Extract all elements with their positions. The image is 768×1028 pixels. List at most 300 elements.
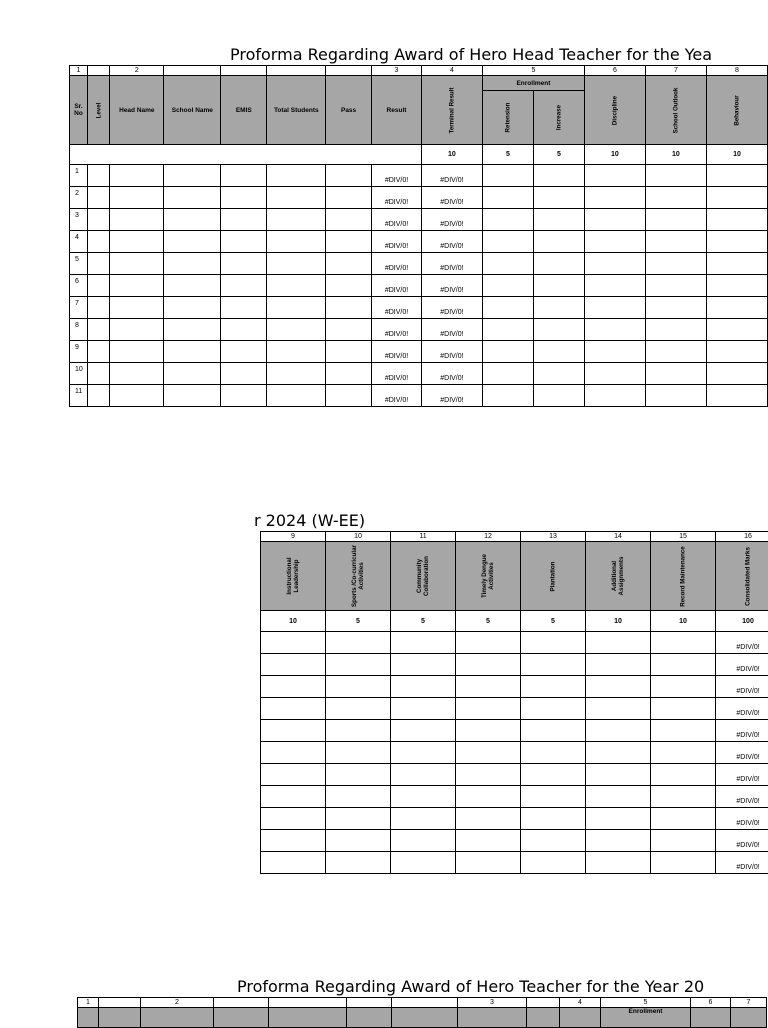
input-cell[interactable] bbox=[533, 231, 584, 253]
input-cell[interactable] bbox=[521, 786, 586, 808]
col-number: 6 bbox=[584, 66, 645, 76]
input-cell[interactable] bbox=[586, 808, 651, 830]
input-cell[interactable] bbox=[221, 363, 267, 385]
sr-no-cell: 9 bbox=[70, 341, 88, 363]
input-cell[interactable] bbox=[651, 786, 716, 808]
table-row bbox=[261, 654, 768, 676]
input-cell[interactable] bbox=[456, 742, 521, 764]
table-row bbox=[70, 385, 768, 407]
header-instructional-leadership: Instructional Leadership bbox=[261, 542, 326, 611]
header-total-students: Total Students bbox=[267, 76, 326, 145]
input-cell[interactable] bbox=[482, 341, 533, 363]
table-row bbox=[261, 830, 768, 852]
input-cell[interactable] bbox=[261, 632, 326, 654]
terminal-result-cell: #DIV/0! bbox=[421, 297, 482, 319]
input-cell[interactable] bbox=[482, 363, 533, 385]
input-cell[interactable] bbox=[110, 209, 164, 231]
input-cell[interactable] bbox=[645, 253, 706, 275]
input-cell[interactable] bbox=[221, 165, 267, 187]
input-cell[interactable] bbox=[261, 808, 326, 830]
input-cell[interactable] bbox=[164, 385, 221, 407]
input-cell[interactable] bbox=[645, 341, 706, 363]
header-increase: Increase bbox=[533, 91, 584, 145]
input-cell[interactable] bbox=[651, 632, 716, 654]
input-cell[interactable] bbox=[391, 654, 456, 676]
input-cell[interactable] bbox=[164, 275, 221, 297]
col-number: 7 bbox=[645, 66, 706, 76]
input-cell[interactable] bbox=[88, 187, 110, 209]
input-cell[interactable] bbox=[533, 385, 584, 407]
marks-row bbox=[70, 145, 768, 165]
header-result: Result bbox=[372, 76, 422, 145]
col-number: 9 bbox=[261, 532, 326, 542]
input-cell[interactable] bbox=[110, 341, 164, 363]
col-number: 13 bbox=[521, 532, 586, 542]
input-cell[interactable] bbox=[706, 297, 767, 319]
result-cell: #DIV/0! bbox=[372, 363, 422, 385]
input-cell[interactable] bbox=[164, 319, 221, 341]
sr-no-cell: 10 bbox=[70, 363, 88, 385]
header-emis: EMIS bbox=[221, 76, 267, 145]
input-cell[interactable] bbox=[326, 341, 372, 363]
table-row bbox=[261, 764, 768, 786]
table-row bbox=[70, 341, 768, 363]
input-cell[interactable] bbox=[221, 231, 267, 253]
input-cell[interactable] bbox=[651, 830, 716, 852]
input-cell[interactable] bbox=[391, 632, 456, 654]
input-cell[interactable] bbox=[584, 297, 645, 319]
column-number-row bbox=[261, 532, 768, 542]
input-cell[interactable] bbox=[645, 363, 706, 385]
input-cell[interactable] bbox=[521, 852, 586, 874]
input-cell[interactable] bbox=[706, 187, 767, 209]
input-cell[interactable] bbox=[88, 319, 110, 341]
input-cell[interactable] bbox=[326, 253, 372, 275]
header-school-name: School Name bbox=[164, 76, 221, 145]
input-cell[interactable] bbox=[706, 319, 767, 341]
table-row bbox=[261, 676, 768, 698]
header-enrollment: Enrollment bbox=[482, 76, 584, 91]
input-cell[interactable] bbox=[391, 676, 456, 698]
input-cell[interactable] bbox=[391, 808, 456, 830]
input-cell[interactable] bbox=[482, 165, 533, 187]
sheet3-title: Proforma Regarding Award of Hero Teacher for the Year 20 bbox=[237, 977, 729, 997]
column-number-row bbox=[70, 66, 768, 76]
input-cell[interactable] bbox=[261, 676, 326, 698]
input-cell[interactable] bbox=[521, 632, 586, 654]
col-number: 2 bbox=[110, 66, 164, 76]
table-row bbox=[70, 275, 768, 297]
input-cell[interactable] bbox=[391, 698, 456, 720]
result-cell: #DIV/0! bbox=[372, 297, 422, 319]
consolidated-marks-cell: #DIV/0! bbox=[716, 632, 768, 654]
input-cell[interactable] bbox=[88, 231, 110, 253]
input-cell[interactable] bbox=[645, 231, 706, 253]
input-cell[interactable] bbox=[651, 764, 716, 786]
input-cell[interactable] bbox=[482, 297, 533, 319]
terminal-result-cell: #DIV/0! bbox=[421, 341, 482, 363]
input-cell[interactable] bbox=[326, 676, 391, 698]
table-row bbox=[70, 363, 768, 385]
input-cell[interactable] bbox=[645, 275, 706, 297]
col-number: 5 bbox=[601, 998, 691, 1008]
input-cell[interactable] bbox=[164, 341, 221, 363]
terminal-result-cell: #DIV/0! bbox=[421, 363, 482, 385]
input-cell[interactable] bbox=[706, 275, 767, 297]
input-cell[interactable] bbox=[651, 852, 716, 874]
marks-cell: 5 bbox=[326, 611, 391, 632]
input-cell[interactable] bbox=[326, 363, 372, 385]
input-cell[interactable] bbox=[267, 275, 326, 297]
input-cell[interactable] bbox=[326, 165, 372, 187]
input-cell[interactable] bbox=[651, 742, 716, 764]
sr-no-cell: 3 bbox=[70, 209, 88, 231]
col-number bbox=[267, 66, 326, 76]
input-cell[interactable] bbox=[586, 764, 651, 786]
input-cell[interactable] bbox=[267, 209, 326, 231]
input-cell[interactable] bbox=[110, 187, 164, 209]
header-community-collaboration: Community Collaboration bbox=[391, 542, 456, 611]
input-cell[interactable] bbox=[586, 830, 651, 852]
input-cell[interactable] bbox=[391, 764, 456, 786]
input-cell[interactable] bbox=[533, 209, 584, 231]
input-cell[interactable] bbox=[326, 742, 391, 764]
input-cell[interactable] bbox=[326, 632, 391, 654]
input-cell[interactable] bbox=[533, 187, 584, 209]
consolidated-marks-cell: #DIV/0! bbox=[716, 698, 768, 720]
input-cell[interactable] bbox=[88, 209, 110, 231]
table-row bbox=[70, 187, 768, 209]
input-cell[interactable] bbox=[88, 165, 110, 187]
input-cell[interactable] bbox=[651, 698, 716, 720]
input-cell[interactable] bbox=[221, 209, 267, 231]
col-number bbox=[99, 998, 141, 1008]
sr-no-cell: 11 bbox=[70, 385, 88, 407]
result-cell: #DIV/0! bbox=[372, 341, 422, 363]
input-cell[interactable] bbox=[391, 830, 456, 852]
input-cell[interactable] bbox=[221, 319, 267, 341]
input-cell[interactable] bbox=[88, 385, 110, 407]
input-cell[interactable] bbox=[110, 275, 164, 297]
sr-no-cell: 2 bbox=[70, 187, 88, 209]
input-cell[interactable] bbox=[586, 742, 651, 764]
col-number bbox=[347, 998, 392, 1008]
header-head-name: Head Name bbox=[110, 76, 164, 145]
input-cell[interactable] bbox=[261, 764, 326, 786]
col-number: 4 bbox=[421, 66, 482, 76]
input-cell[interactable] bbox=[326, 786, 391, 808]
input-cell[interactable] bbox=[533, 341, 584, 363]
input-cell[interactable] bbox=[645, 209, 706, 231]
col-number: 7 bbox=[731, 998, 767, 1008]
header-record-maintenance: Record Maintenance bbox=[651, 542, 716, 611]
input-cell[interactable] bbox=[326, 275, 372, 297]
table-row bbox=[70, 253, 768, 275]
consolidated-marks-cell: #DIV/0! bbox=[716, 830, 768, 852]
input-cell[interactable] bbox=[267, 341, 326, 363]
input-cell[interactable] bbox=[326, 808, 391, 830]
terminal-result-cell: #DIV/0! bbox=[421, 187, 482, 209]
input-cell[interactable] bbox=[110, 363, 164, 385]
input-cell[interactable] bbox=[221, 187, 267, 209]
input-cell[interactable] bbox=[706, 253, 767, 275]
result-cell: #DIV/0! bbox=[372, 231, 422, 253]
input-cell[interactable] bbox=[584, 385, 645, 407]
input-cell[interactable] bbox=[110, 385, 164, 407]
result-cell: #DIV/0! bbox=[372, 253, 422, 275]
input-cell[interactable] bbox=[482, 231, 533, 253]
marks-cell: 10 bbox=[261, 611, 326, 632]
input-cell[interactable] bbox=[521, 808, 586, 830]
input-cell[interactable] bbox=[521, 830, 586, 852]
input-cell[interactable] bbox=[584, 363, 645, 385]
input-cell[interactable] bbox=[586, 654, 651, 676]
input-cell[interactable] bbox=[326, 209, 372, 231]
input-cell[interactable] bbox=[267, 253, 326, 275]
input-cell[interactable] bbox=[326, 231, 372, 253]
input-cell[interactable] bbox=[88, 297, 110, 319]
input-cell[interactable] bbox=[533, 253, 584, 275]
input-cell[interactable] bbox=[88, 253, 110, 275]
input-cell[interactable] bbox=[533, 165, 584, 187]
input-cell[interactable] bbox=[261, 852, 326, 874]
input-cell[interactable] bbox=[584, 253, 645, 275]
input-cell[interactable] bbox=[645, 187, 706, 209]
input-cell[interactable] bbox=[706, 363, 767, 385]
input-cell[interactable] bbox=[533, 275, 584, 297]
input-cell[interactable] bbox=[456, 852, 521, 874]
input-cell[interactable] bbox=[706, 231, 767, 253]
input-cell[interactable] bbox=[261, 786, 326, 808]
input-cell[interactable] bbox=[456, 830, 521, 852]
input-cell[interactable] bbox=[651, 676, 716, 698]
input-cell[interactable] bbox=[482, 187, 533, 209]
input-cell[interactable] bbox=[164, 297, 221, 319]
table-row bbox=[70, 319, 768, 341]
sr-no-cell: 7 bbox=[70, 297, 88, 319]
input-cell[interactable] bbox=[164, 209, 221, 231]
input-cell[interactable] bbox=[584, 341, 645, 363]
input-cell[interactable] bbox=[456, 764, 521, 786]
input-cell[interactable] bbox=[326, 764, 391, 786]
input-cell[interactable] bbox=[586, 720, 651, 742]
header-sr-no: Sr. No bbox=[70, 76, 88, 145]
col-number: 5 bbox=[482, 66, 584, 76]
input-cell[interactable] bbox=[164, 253, 221, 275]
input-cell[interactable] bbox=[326, 852, 391, 874]
consolidated-marks-cell: #DIV/0! bbox=[716, 786, 768, 808]
input-cell[interactable] bbox=[586, 698, 651, 720]
header-school-outlook: School Outlook bbox=[645, 76, 706, 145]
table-row bbox=[70, 231, 768, 253]
input-cell[interactable] bbox=[267, 363, 326, 385]
input-cell[interactable] bbox=[326, 187, 372, 209]
input-cell[interactable] bbox=[645, 165, 706, 187]
input-cell[interactable] bbox=[706, 209, 767, 231]
input-cell[interactable] bbox=[586, 676, 651, 698]
col-number: 8 bbox=[706, 66, 767, 76]
col-number bbox=[392, 998, 458, 1008]
marks-cell: 5 bbox=[533, 145, 584, 165]
input-cell[interactable] bbox=[110, 165, 164, 187]
input-cell[interactable] bbox=[326, 319, 372, 341]
input-cell[interactable] bbox=[326, 698, 391, 720]
input-cell[interactable] bbox=[326, 830, 391, 852]
marks-cell: 100 bbox=[716, 611, 768, 632]
input-cell[interactable] bbox=[267, 297, 326, 319]
input-cell[interactable] bbox=[391, 786, 456, 808]
input-cell[interactable] bbox=[456, 698, 521, 720]
input-cell[interactable] bbox=[482, 253, 533, 275]
input-cell[interactable] bbox=[326, 385, 372, 407]
marks-row bbox=[261, 611, 768, 632]
input-cell[interactable] bbox=[482, 209, 533, 231]
marks-cell: 5 bbox=[521, 611, 586, 632]
input-cell[interactable] bbox=[706, 165, 767, 187]
input-cell[interactable] bbox=[261, 720, 326, 742]
input-cell[interactable] bbox=[267, 187, 326, 209]
result-cell: #DIV/0! bbox=[372, 275, 422, 297]
input-cell[interactable] bbox=[261, 654, 326, 676]
consolidated-marks-cell: #DIV/0! bbox=[716, 654, 768, 676]
input-cell[interactable] bbox=[584, 209, 645, 231]
input-cell[interactable] bbox=[221, 275, 267, 297]
input-cell[interactable] bbox=[221, 297, 267, 319]
input-cell[interactable] bbox=[110, 297, 164, 319]
input-cell[interactable] bbox=[456, 808, 521, 830]
input-cell[interactable] bbox=[533, 319, 584, 341]
result-cell: #DIV/0! bbox=[372, 187, 422, 209]
input-cell[interactable] bbox=[110, 319, 164, 341]
consolidated-marks-cell: #DIV/0! bbox=[716, 742, 768, 764]
table-row bbox=[70, 165, 768, 187]
input-cell[interactable] bbox=[521, 764, 586, 786]
table-row bbox=[261, 786, 768, 808]
col-number: 4 bbox=[560, 998, 601, 1008]
input-cell[interactable] bbox=[533, 297, 584, 319]
input-cell[interactable] bbox=[267, 165, 326, 187]
input-cell[interactable] bbox=[533, 363, 584, 385]
input-cell[interactable] bbox=[261, 830, 326, 852]
input-cell[interactable] bbox=[456, 720, 521, 742]
input-cell[interactable] bbox=[164, 187, 221, 209]
input-cell[interactable] bbox=[651, 654, 716, 676]
input-cell[interactable] bbox=[482, 275, 533, 297]
marks-cell: 10 bbox=[584, 145, 645, 165]
col-number: 12 bbox=[456, 532, 521, 542]
input-cell[interactable] bbox=[391, 720, 456, 742]
input-cell[interactable] bbox=[164, 363, 221, 385]
input-cell[interactable] bbox=[326, 297, 372, 319]
input-cell[interactable] bbox=[586, 632, 651, 654]
col-number bbox=[88, 66, 110, 76]
header-additional-assignments: Additional Assignments bbox=[586, 542, 651, 611]
terminal-result-cell: #DIV/0! bbox=[421, 275, 482, 297]
input-cell[interactable] bbox=[88, 363, 110, 385]
input-cell[interactable] bbox=[456, 786, 521, 808]
input-cell[interactable] bbox=[586, 786, 651, 808]
column-number-row bbox=[78, 998, 767, 1008]
input-cell[interactable] bbox=[267, 319, 326, 341]
input-cell[interactable] bbox=[645, 385, 706, 407]
sr-no-cell: 6 bbox=[70, 275, 88, 297]
input-cell[interactable] bbox=[110, 253, 164, 275]
input-cell[interactable] bbox=[584, 231, 645, 253]
input-cell[interactable] bbox=[221, 341, 267, 363]
marks-cell: 5 bbox=[482, 145, 533, 165]
input-cell[interactable] bbox=[645, 297, 706, 319]
input-cell[interactable] bbox=[586, 852, 651, 874]
consolidated-marks-cell: #DIV/0! bbox=[716, 808, 768, 830]
input-cell[interactable] bbox=[326, 720, 391, 742]
input-cell[interactable] bbox=[221, 385, 267, 407]
table-row bbox=[261, 632, 768, 654]
header-behaviour: Behaviour bbox=[706, 76, 767, 145]
input-cell[interactable] bbox=[651, 808, 716, 830]
input-cell[interactable] bbox=[164, 165, 221, 187]
input-cell[interactable] bbox=[391, 852, 456, 874]
col-number: 16 bbox=[716, 532, 768, 542]
col-number: 11 bbox=[391, 532, 456, 542]
input-cell[interactable] bbox=[110, 231, 164, 253]
input-cell[interactable] bbox=[584, 275, 645, 297]
header-sports-cocurricular: Sports /Co-curricular Activities bbox=[326, 542, 391, 611]
header-level: Level bbox=[88, 76, 110, 145]
input-cell[interactable] bbox=[521, 720, 586, 742]
input-cell[interactable] bbox=[164, 231, 221, 253]
terminal-result-cell: #DIV/0! bbox=[421, 319, 482, 341]
sr-no-cell: 1 bbox=[70, 165, 88, 187]
input-cell[interactable] bbox=[584, 319, 645, 341]
col-number bbox=[527, 998, 560, 1008]
input-cell[interactable] bbox=[521, 742, 586, 764]
input-cell[interactable] bbox=[88, 275, 110, 297]
input-cell[interactable] bbox=[584, 165, 645, 187]
input-cell[interactable] bbox=[706, 341, 767, 363]
input-cell[interactable] bbox=[456, 676, 521, 698]
input-cell[interactable] bbox=[651, 720, 716, 742]
input-cell[interactable] bbox=[267, 385, 326, 407]
input-cell[interactable] bbox=[482, 385, 533, 407]
consolidated-marks-cell: #DIV/0! bbox=[716, 676, 768, 698]
result-cell: #DIV/0! bbox=[372, 385, 422, 407]
input-cell[interactable] bbox=[267, 231, 326, 253]
input-cell[interactable] bbox=[221, 253, 267, 275]
input-cell[interactable] bbox=[482, 319, 533, 341]
input-cell[interactable] bbox=[645, 319, 706, 341]
input-cell[interactable] bbox=[521, 698, 586, 720]
input-cell[interactable] bbox=[88, 341, 110, 363]
input-cell[interactable] bbox=[521, 654, 586, 676]
col-number: 2 bbox=[141, 998, 214, 1008]
input-cell[interactable] bbox=[261, 742, 326, 764]
col-number: 6 bbox=[691, 998, 731, 1008]
input-cell[interactable] bbox=[326, 654, 391, 676]
input-cell[interactable] bbox=[521, 676, 586, 698]
marks-cell: 5 bbox=[391, 611, 456, 632]
input-cell[interactable] bbox=[706, 385, 767, 407]
consolidated-marks-cell: #DIV/0! bbox=[716, 764, 768, 786]
marks-cell: 10 bbox=[651, 611, 716, 632]
input-cell[interactable] bbox=[261, 698, 326, 720]
input-cell[interactable] bbox=[391, 742, 456, 764]
input-cell[interactable] bbox=[456, 632, 521, 654]
sr-no-cell: 8 bbox=[70, 319, 88, 341]
input-cell[interactable] bbox=[456, 654, 521, 676]
terminal-result-cell: #DIV/0! bbox=[421, 253, 482, 275]
input-cell[interactable] bbox=[584, 187, 645, 209]
sheet2-title: r 2024 (W-EE) bbox=[254, 511, 454, 531]
